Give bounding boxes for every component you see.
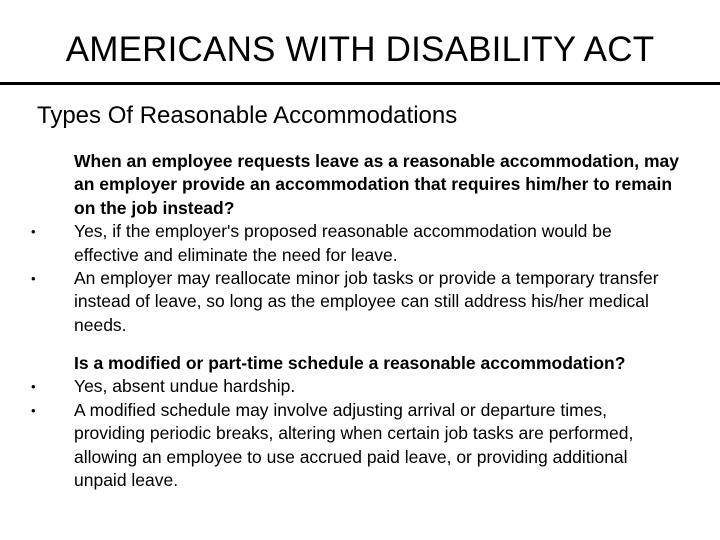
bullet-item xyxy=(31,220,679,267)
slide-title: AMERICANS WITH DISABILITY ACT xyxy=(65,30,655,69)
bullet-text: A modified schedule may involve adjusting arrival or departure times, providing periodic breaks, altering when certain job tasks are performed, allowing an employee to use accrued paid leave, or providing additional unpaid leave. xyxy=(74,399,634,491)
section-leave-accommodation xyxy=(31,150,679,337)
bullet-icon: • xyxy=(31,224,36,240)
bullet-icon: • xyxy=(31,379,36,395)
bullet-text: Yes, if the employer's proposed reasonable accommodation would be effective and eliminate the need for leave. xyxy=(74,221,612,265)
slide-subtitle: Types Of Reasonable Accommodations xyxy=(37,102,458,129)
bullet-icon: • xyxy=(31,402,36,418)
bullet-item xyxy=(31,267,679,337)
section-question: When an employee requests leave as a reasonable accommodation, may an employer provide an accommodation that requires him/her to remain on the job instead? xyxy=(74,151,679,218)
bullet-icon: • xyxy=(31,271,36,287)
bullet-item xyxy=(31,375,679,398)
title-divider xyxy=(0,82,720,85)
section-modified-schedule xyxy=(31,352,679,492)
bullet-item xyxy=(31,399,679,493)
bullet-text: An employer may reallocate minor job tasks or provide a temporary transfer instead of leave, so long as the employee can still address his/her medical needs. xyxy=(74,268,659,335)
section-question: Is a modified or part-time schedule a reasonable accommodation? xyxy=(74,353,626,373)
bullet-text: Yes, absent undue hardship. xyxy=(74,376,296,397)
